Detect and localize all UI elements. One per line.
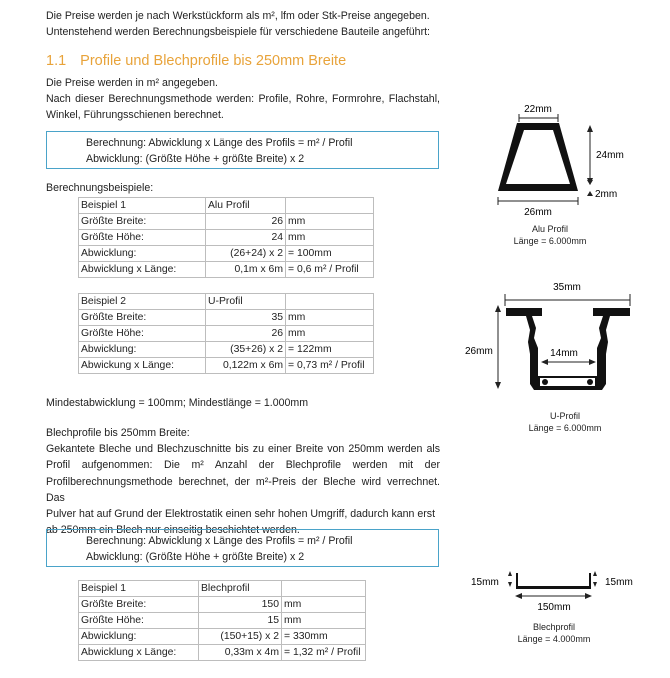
- table-cell: = 100mm: [286, 246, 374, 262]
- table-cell: Größte Höhe:: [79, 230, 206, 246]
- intro-line: Die Preise werden je nach Werkstückform als m², lfm oder Stk-Preise angegeben.: [46, 10, 430, 22]
- blech-line: Profilberechnungsmethode berechnet, der m²-Preis der Bleche wird verrechnet. Das: [46, 475, 440, 504]
- table-cell: Alu Profil: [206, 198, 286, 214]
- table-cell: Abwicklung:: [79, 246, 206, 262]
- section-text: [46, 75, 440, 124]
- table-cell: 26: [206, 326, 286, 342]
- blech-width-dim: 150mm: [537, 602, 571, 613]
- table-cell: = 330mm: [282, 629, 366, 645]
- section-line: Winkel, Führungsschienen berechnet.: [46, 109, 224, 122]
- table-cell: Größte Breite:: [79, 310, 206, 326]
- blech-profile-shape: [516, 573, 591, 589]
- alu-top-dim: 22mm: [524, 104, 552, 115]
- u-profile-length: Länge = 6.000mm: [528, 423, 602, 433]
- table-cell: Beispiel 1: [79, 581, 199, 597]
- alu-bottom-dim: 26mm: [524, 207, 552, 218]
- u-profile-name: U-Profil: [549, 411, 580, 421]
- table-cell: = 1,32 m² / Profil: [282, 645, 366, 661]
- u-profile-caption: [500, 410, 630, 434]
- alu-height-dim: 24mm: [596, 150, 624, 161]
- calc-table-1: [78, 197, 374, 374]
- table-cell: = 122mm: [286, 342, 374, 358]
- table-cell: = 0,6 m² / Profil: [286, 262, 374, 278]
- u-height-dim: 26mm: [465, 346, 493, 357]
- table-cell: 0,1m x 6m: [206, 262, 286, 278]
- table-cell: [282, 581, 366, 597]
- table-cell: Beispiel 1: [79, 198, 206, 214]
- formula-box: [46, 131, 439, 169]
- table-cell: 0,122m x 6m: [206, 358, 286, 374]
- blech-profile-name: Blechprofil: [532, 622, 576, 632]
- table-header-row: [79, 294, 374, 310]
- table-cell: Abwickung x Länge:: [79, 358, 206, 374]
- table-cell: (35+26) x 2: [206, 342, 286, 358]
- section-number: 1.1: [46, 53, 67, 69]
- table-row: [79, 326, 374, 342]
- table-cell: Beispiel 2: [79, 294, 206, 310]
- table-cell: Abwicklung:: [79, 629, 199, 645]
- blech-line: ab 250mm ein Blech nur einseitig beschichtet werden.: [46, 524, 300, 537]
- examples-label: Berechnungsbeispiele:: [46, 182, 154, 194]
- u-inner-dim: 14mm: [550, 348, 578, 359]
- blech-text: [46, 425, 440, 538]
- table-row: [79, 358, 374, 374]
- blech-left-dim: 15mm: [471, 577, 499, 588]
- table-cell: (26+24) x 2: [206, 246, 286, 262]
- table-row: [79, 629, 366, 645]
- table-row: [79, 262, 374, 278]
- table-cell: = 0,73 m² / Profil: [286, 358, 374, 374]
- table-cell: Größte Breite:: [79, 214, 206, 230]
- blech-profile-length: Länge = 4.000mm: [517, 634, 591, 644]
- table-row: [79, 597, 366, 613]
- table-row: [79, 645, 366, 661]
- table-cell: 24: [206, 230, 286, 246]
- minimum-text: Mindestabwicklung = 100mm; Mindestlänge = 1.000mm: [46, 397, 309, 409]
- table-cell: Größte Höhe:: [79, 326, 206, 342]
- table-row: [79, 230, 374, 246]
- table-cell: [286, 294, 374, 310]
- u-width-dim: 35mm: [553, 282, 581, 293]
- intro-text: [46, 8, 440, 40]
- table-cell: Blechprofil: [199, 581, 282, 597]
- table-cell: Größte Höhe:: [79, 613, 199, 629]
- table-row: [79, 214, 374, 230]
- table-cell: Abwicklung:: [79, 342, 206, 358]
- table-cell: mm: [286, 230, 374, 246]
- table-cell: mm: [282, 613, 366, 629]
- alu-profile-name: Alu Profil: [531, 224, 568, 234]
- table-cell: 35: [206, 310, 286, 326]
- table-cell: mm: [286, 326, 374, 342]
- alu-wall-dim: 2mm: [595, 189, 618, 200]
- table-cell: mm: [282, 597, 366, 613]
- section-heading: [46, 53, 346, 69]
- table-cell: mm: [286, 214, 374, 230]
- blech-line: Profil aufgenommen: Die m² Anzahl der Blechprofile werden mit der: [46, 459, 440, 472]
- table-header-row: [79, 581, 366, 597]
- blech-profile-caption: [489, 621, 619, 645]
- table-cell: (150+15) x 2: [199, 629, 282, 645]
- alu-profile-caption: [485, 223, 615, 247]
- blech-line: Gekantete Bleche und Blechzuschnitte bis zu einer Breite von 250mm werden als: [46, 443, 440, 456]
- formula-line-1: Berechnung: Abwicklung x Länge des Profils = m² / Profil: [86, 137, 353, 149]
- table-cell: Abwicklung x Länge:: [79, 645, 199, 661]
- alu-profile-length: Länge = 6.000mm: [513, 236, 587, 246]
- formula-line-2: Abwicklung: (Größte Höhe + größte Breite) x 2: [86, 153, 305, 165]
- table-row: [79, 310, 374, 326]
- section-title: Profile und Blechprofile bis 250mm Breite: [80, 53, 347, 69]
- table-cell: 0,33m x 4m: [199, 645, 282, 661]
- table-cell: [286, 198, 374, 214]
- intro-line: Untenstehend werden Berechnungsbeispiele für verschiedene Bauteile angeführt:: [46, 26, 430, 39]
- table-cell: mm: [286, 310, 374, 326]
- blech-line: Pulver hat auf Grund der Elektrostatik einen sehr hohen Umgriff, dadurch kann erst: [46, 508, 436, 521]
- blech-right-dim: 15mm: [605, 577, 633, 588]
- alu-profile-drawing: [490, 100, 640, 220]
- table-cell: U-Profil: [206, 294, 286, 310]
- table-row: [79, 613, 366, 629]
- table-cell: 26: [206, 214, 286, 230]
- table-cell: 150: [199, 597, 282, 613]
- blech-heading: Blechprofile bis 250mm Breite:: [46, 427, 190, 439]
- table-row: [79, 342, 374, 358]
- calc-table-2: [78, 580, 366, 661]
- section-line: Die Preise werden in m² angegeben.: [46, 77, 218, 89]
- table-cell: Größte Breite:: [79, 597, 199, 613]
- formula-box: [46, 529, 439, 567]
- formula-line-2: Abwicklung: (Größte Höhe + größte Breite) x 2: [86, 551, 305, 563]
- u-profile-drawing: [460, 278, 645, 398]
- formula-line-1: Berechnung: Abwicklung x Länge des Profils = m² / Profil: [86, 535, 353, 547]
- alu-profile-shape: [498, 123, 578, 191]
- section-line: Nach dieser Berechnungsmethode werden: Profile, Rohre, Formrohre, Flachstahl,: [46, 93, 440, 106]
- table-cell: 15: [199, 613, 282, 629]
- blech-profile-drawing: [465, 568, 655, 616]
- table-header-row: [79, 198, 374, 214]
- table-cell: Abwicklung x Länge:: [79, 262, 206, 278]
- table-row: [79, 246, 374, 262]
- table-spacer-row: [79, 278, 374, 294]
